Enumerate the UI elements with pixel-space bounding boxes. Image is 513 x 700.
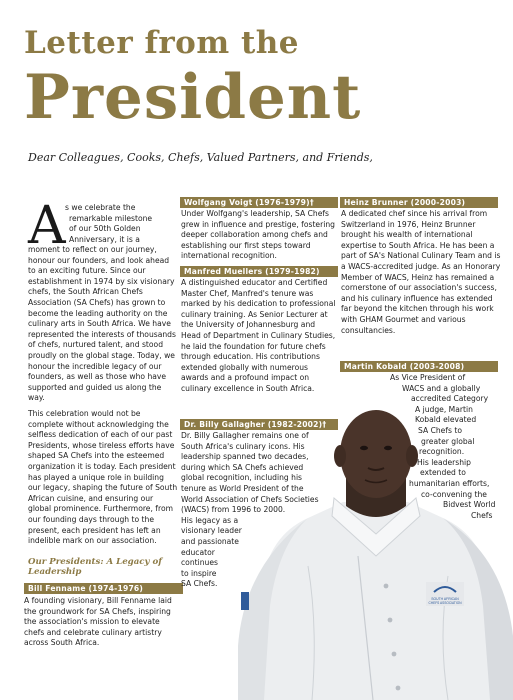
intro-paragraph: moment to reflect on our journey, honour our founders, and look ahead to an exciting future. Since our establishment in 1974 by six visionary chefs, the South African Chefs Association (SA Chefs) has grown to become the leading authority on the culinary arts in South Africa. We have represented the interests of thousands of chefs, nurtured talent, and stood proudly on the global stage. Today, we honour the incredible legacy of our founders, as well as those who have supported and guided us along the way. bbox=[28, 245, 176, 403]
kobald-line: extended to bbox=[420, 468, 466, 478]
gallagher-line: SA Chefs. bbox=[181, 579, 218, 589]
gallagher-line: South Africa's culinary icons. His bbox=[181, 441, 305, 451]
gallagher-line: continues bbox=[181, 558, 218, 568]
kobald-line: co-convening the bbox=[421, 489, 487, 499]
intro-line: of our 50th Golden bbox=[69, 224, 141, 234]
kobald-line: Kobald elevated bbox=[415, 415, 477, 425]
intro-line: Anniversary, it is a bbox=[69, 234, 140, 244]
association-badge bbox=[426, 582, 464, 606]
muellers-text: A distinguished educator and Certified Master Chef, Manfred's tenure was marked by his dedication to professional culinary training. As Senior Lecturer at the University of Johannesburg and Head of Department in Culinary Studies, he laid the foundation for future chefs through education. His contributions extended globally with numerous awards and a profound impact on culinary excellence in South Africa. bbox=[181, 278, 336, 393]
drop-cap: A bbox=[28, 196, 66, 256]
title-line-1: Letter from the bbox=[24, 25, 300, 61]
gallagher-line: during which SA Chefs achieved bbox=[181, 462, 304, 472]
kobald-line: A judge, Martin bbox=[415, 404, 473, 414]
kobald-line: greater global bbox=[421, 436, 475, 446]
salutation: Dear Colleagues, Cooks, Chefs, Valued Partners, and Friends, bbox=[28, 151, 373, 164]
kobald-title: Martin Kobald (2003-2008) bbox=[340, 361, 498, 372]
fenname-title: Bill Fenname (1974-1976) bbox=[24, 583, 183, 594]
kobald-line: As Vice President of bbox=[390, 373, 466, 382]
sleeve-patch bbox=[241, 592, 249, 610]
muellers-title: Manfred Muellers (1979-1982) bbox=[180, 266, 338, 277]
legacy-subheading: Our Presidents: A Legacy of Leadership bbox=[28, 557, 162, 578]
second-paragraph: This celebration would not be complete without acknowledging the selfless dedication of each of our past Presidents, whose tireless efforts have shaped SA Chefs into the esteemed organization it is today. Each president has played a unique role in building our legacy, shaping the future of South African cuisine, and ensuring our global prominence. Furthermore, from our founding days through to the present, each president has left an indelible mark on our association. bbox=[28, 409, 178, 546]
kobald-line: Chefs bbox=[471, 510, 493, 520]
gallagher-line: World Association of Chefs Societies bbox=[181, 494, 319, 504]
kobald-line: humanitarian efforts, bbox=[409, 478, 490, 488]
gallagher-line: visionary leader bbox=[181, 526, 242, 536]
gallagher-line: leadership spanned two decades, bbox=[181, 452, 309, 462]
kobald-line: Bidvest World bbox=[443, 500, 496, 510]
voigt-text: Under Wolfgang's leadership, SA Chefs grew in influence and prestige, fostering deeper collaboration among chefs and establishing our first steps toward international recognition. bbox=[181, 209, 335, 261]
kobald-text bbox=[390, 373, 506, 521]
brunner-text: A dedicated chef since his arrival from Switzerland in 1976, Heinz Brunner brought his wealth of international expertise to South Africa. He has been a part of SA's National Culinary Team and is a WACS-accredited judge. As an Honorary Member of WACS, Heinz has remained a cornerstone of our association's success, and his culinary influence has extended far beyond the kitchen through his work with GHAM Gourmet and various consultancies. bbox=[341, 209, 501, 335]
gallagher-line: to inspire bbox=[181, 568, 217, 578]
gallagher-line: educator bbox=[181, 547, 215, 557]
intro-line: s we celebrate the bbox=[65, 203, 136, 212]
kobald-line: SA Chefs to bbox=[418, 425, 463, 435]
intro-line: remarkable milestone bbox=[69, 213, 153, 223]
badge-line-1: SOUTH AFRICAN bbox=[431, 597, 459, 601]
badge-line-2: CHEFS ASSOCIATION bbox=[428, 601, 462, 605]
gallagher-line: (WACS) from 1996 to 2000. bbox=[181, 505, 286, 515]
fenname-text: A founding visionary, Bill Fenname laid the groundwork for SA Chefs, inspiring the association's mission to elevate chefs and celebrate culinary artistry across South Africa. bbox=[24, 596, 172, 648]
gallagher-line: His legacy as a bbox=[181, 515, 239, 525]
gallagher-line: Dr. Billy Gallagher remains one of bbox=[181, 431, 309, 440]
brunner-title: Heinz Brunner (2000-2003) bbox=[340, 197, 498, 208]
gallagher-line: and passionate bbox=[181, 536, 239, 546]
title-line-2: President bbox=[24, 62, 362, 133]
voigt-title: Wolfgang Voigt (1976-1979)† bbox=[180, 197, 338, 208]
intro-beside-dropcap bbox=[65, 203, 177, 245]
kobald-line: WACS and a globally bbox=[402, 383, 481, 393]
gallagher-line: tenure as World President of the bbox=[181, 483, 304, 493]
gallagher-text bbox=[181, 431, 341, 590]
gallagher-title: Dr. Billy Gallagher (1982-2002)† bbox=[180, 419, 338, 430]
kobald-line: accredited Category bbox=[411, 394, 489, 404]
gallagher-line: global recognition, including his bbox=[181, 473, 303, 483]
kobald-line: His leadership bbox=[417, 457, 471, 467]
kobald-line: recognition. bbox=[419, 447, 465, 457]
